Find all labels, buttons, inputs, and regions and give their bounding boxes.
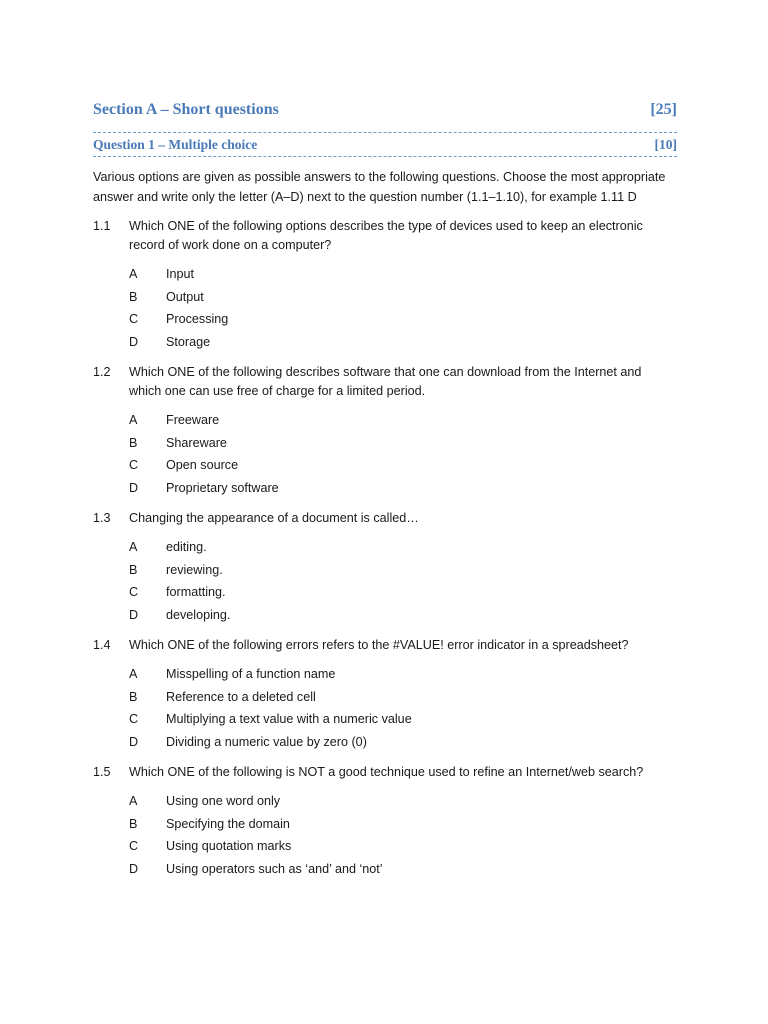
question-item — [93, 763, 677, 880]
question-text: Which ONE of the following describes software that one can download from the Internet and which one can use free of charge for a limited period. — [129, 365, 642, 398]
option-letter: D — [129, 734, 139, 749]
option-letter: A — [129, 267, 138, 281]
option-text: Processing — [166, 312, 229, 326]
option-text: Proprietary software — [166, 480, 279, 495]
question-text: Changing the appearance of a document is called… — [129, 511, 419, 525]
question-item — [93, 363, 677, 499]
answer-option — [129, 663, 677, 686]
option-text: developing. — [166, 607, 231, 622]
question-text: Which ONE of the following options describes the type of devices used to keep an electronic record of work done on a computer? — [129, 219, 643, 252]
option-text: Open source — [166, 458, 239, 472]
option-letter: D — [129, 480, 139, 495]
answer-option — [129, 731, 677, 754]
section-title: Section A – Short questions — [93, 101, 279, 118]
option-text: reviewing. — [166, 562, 223, 577]
option-letter: A — [129, 667, 138, 681]
answer-option — [129, 477, 677, 500]
question-number: 1.5 — [93, 765, 111, 779]
option-letter: D — [129, 607, 139, 622]
question-text: Which ONE of the following errors refers to the #VALUE! error indicator in a spreadsheet? — [129, 638, 629, 652]
option-letter: B — [129, 562, 138, 577]
option-letter: B — [129, 689, 138, 704]
option-letter: B — [129, 816, 138, 831]
option-letter: C — [129, 839, 139, 853]
answer-option — [129, 835, 677, 858]
answer-option — [129, 790, 677, 813]
question-heading — [93, 133, 677, 157]
answer-option — [129, 708, 677, 731]
answer-option — [129, 559, 677, 582]
answer-option — [129, 858, 677, 881]
option-text: Using operators such as ‘and’ and ‘not’ — [166, 861, 383, 876]
option-text: Misspelling of a function name — [166, 667, 336, 681]
answer-option — [129, 454, 677, 477]
option-letter: C — [129, 585, 139, 599]
section-marks: [25] — [650, 101, 677, 118]
option-letter: D — [129, 861, 139, 876]
question-number: 1.2 — [93, 365, 111, 379]
question-row — [93, 363, 677, 401]
question-item — [93, 217, 677, 353]
option-text: Dividing a numeric value by zero (0) — [166, 734, 367, 749]
question-row — [93, 509, 677, 528]
option-letter: D — [129, 334, 139, 349]
option-text: Freeware — [166, 413, 220, 427]
question-text: Which ONE of the following is NOT a good technique used to refine an Internet/web search? — [129, 765, 644, 779]
answer-option — [129, 813, 677, 836]
question-list — [93, 217, 677, 880]
option-letter: C — [129, 458, 139, 472]
option-list — [129, 536, 677, 626]
question-marks: [10] — [654, 137, 677, 152]
option-text: Reference to a deleted cell — [166, 689, 316, 704]
option-list — [129, 663, 677, 753]
option-letter: C — [129, 712, 139, 726]
option-text: formatting. — [166, 585, 226, 599]
option-text: Multiplying a text value with a numeric value — [166, 712, 412, 726]
option-text: Using quotation marks — [166, 839, 292, 853]
question-row — [93, 763, 677, 782]
question-item — [93, 509, 677, 626]
answer-option — [129, 432, 677, 455]
option-text: Input — [166, 267, 195, 281]
option-letter: A — [129, 413, 138, 427]
answer-option — [129, 581, 677, 604]
question-title: Question 1 – Multiple choice — [93, 137, 258, 152]
option-letter: A — [129, 794, 138, 808]
document-content — [93, 98, 677, 880]
option-text: editing. — [166, 540, 207, 554]
question-row — [93, 636, 677, 655]
option-letter: A — [129, 540, 138, 554]
option-letter: C — [129, 312, 139, 326]
option-text: Using one word only — [166, 794, 281, 808]
option-text: Specifying the domain — [166, 816, 290, 831]
option-list — [129, 790, 677, 880]
option-text: Shareware — [166, 435, 227, 450]
answer-option — [129, 331, 677, 354]
question-number: 1.4 — [93, 638, 111, 652]
answer-option — [129, 604, 677, 627]
answer-option — [129, 286, 677, 309]
answer-option — [129, 409, 677, 432]
answer-option — [129, 536, 677, 559]
option-text: Storage — [166, 334, 211, 349]
question-row — [93, 217, 677, 255]
section-heading — [93, 98, 677, 133]
answer-option — [129, 686, 677, 709]
answer-option — [129, 308, 677, 331]
option-letter: B — [129, 435, 138, 450]
option-letter: B — [129, 289, 138, 304]
instructions: Various options are given as possible answers to the following questions. Choose the most appropriate answer and write only the letter (A–D) next to the question number (1.1–1.10), for example 1.11 D — [93, 170, 666, 204]
option-text: Output — [166, 289, 204, 304]
answer-option — [129, 263, 677, 286]
question-item — [93, 636, 677, 753]
question-number: 1.1 — [93, 219, 111, 233]
option-list — [129, 409, 677, 499]
option-list — [129, 263, 677, 353]
question-number: 1.3 — [93, 511, 111, 525]
